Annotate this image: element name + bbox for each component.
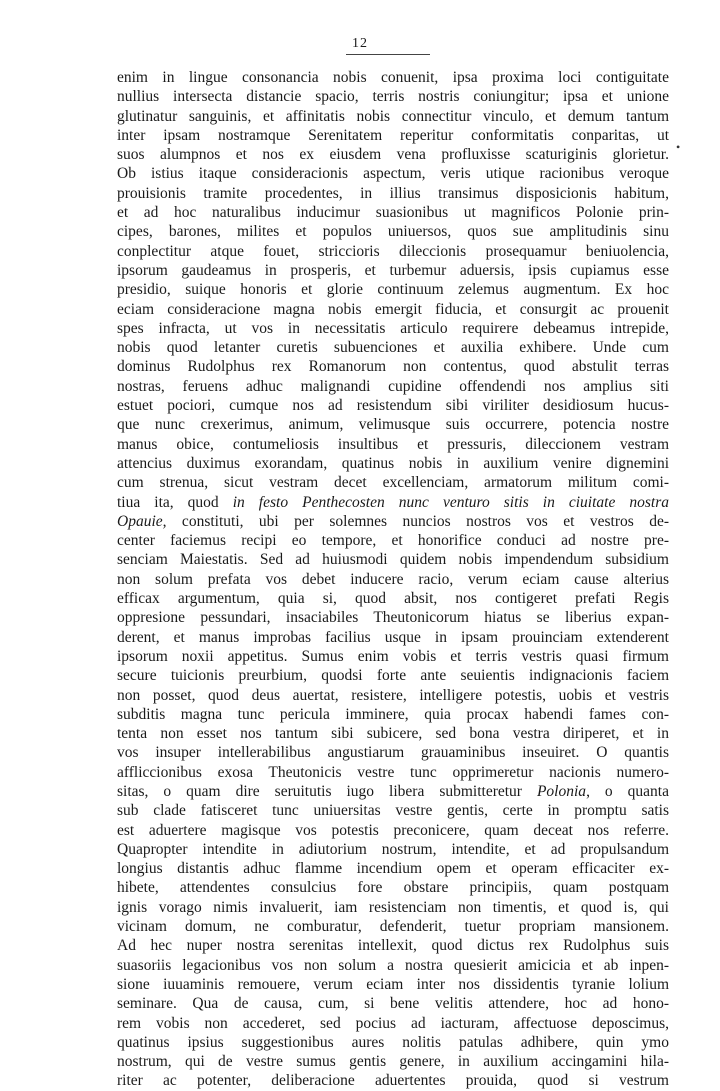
text-line <box>117 222 669 241</box>
text-segment: presidio, suique honoris et glorie continuum zelemus augmentum. Ex hoc <box>117 281 669 299</box>
text-line <box>117 1014 669 1033</box>
text-segment: dominus Rudolphus rex Romanorum non contentus, quod abstulit terras <box>117 358 669 376</box>
text-segment: attencius duximus exorandam, quatinus nobis in auxilium venire dignemini <box>117 454 669 472</box>
text-segment: riter ac potenter, deliberacione aduertentes prouida, quod si vestrum <box>117 1072 669 1090</box>
text-line <box>117 647 669 666</box>
text-segment: derent, et manus improbas facilius usque in ipsam prouinciam extenderent <box>117 628 669 646</box>
text-line <box>117 550 669 569</box>
text-line <box>117 454 669 473</box>
text-segment: longius distantis adhuc flamme incendium opem et operam efficaciter ex- <box>117 860 669 878</box>
text-segment: estuet pociori, cumque nos ad resistendum sibi viriliter desidiosum hucus- <box>117 397 669 415</box>
text-segment: Ob istius itaque consideracionis aspectum, veris utique racionibus veroque <box>117 165 669 183</box>
text-line <box>117 724 669 743</box>
margin-mark: • <box>676 140 681 154</box>
text-line <box>117 87 669 106</box>
italic-segment: Polonia <box>536 782 587 800</box>
text-segment: non solum prefata vos debet inducere racio, verum eciam cause alterius <box>117 570 669 588</box>
text-line <box>117 184 669 203</box>
text-line <box>117 396 669 415</box>
text-line <box>117 859 669 878</box>
text-segment: nostrum, qui de vestre sumus gentis genere, in auxilium accingamini hila- <box>117 1053 669 1071</box>
text-segment: sione iuuaminis remouere, verum eciam inter nos dissidentis tyranie lolium <box>117 975 669 993</box>
text-line <box>117 936 669 955</box>
text-line <box>117 666 669 685</box>
text-segment: rem vobis non accederet, sed pocius ad iacturam, affectuose deposcimus, <box>117 1014 669 1032</box>
text-segment: tenta non esset nos tantum sibi subicere, sed bona vestra diriperet, et in <box>117 725 669 743</box>
text-line <box>117 878 669 897</box>
text-line <box>117 280 669 299</box>
text-line <box>117 589 669 608</box>
text-segment: ignis vorago nimis invaluerit, iam resistenciam non timentis, et quod is, qui <box>117 898 669 916</box>
text-segment: suos alumpnos et nos ex eiusdem vena profluxisse scaturiginis glorietur. <box>117 146 669 164</box>
text-segment: vicinam domum, ne comburatur, defenderit, tuetur propriam mansionem. <box>117 918 669 936</box>
text-line <box>117 242 669 261</box>
text-segment: oppresione pessundari, insaciabiles Theutonicorum hiatus se liberius expan- <box>117 609 669 627</box>
text-segment: inter ipsam nostramque Serenitatem reperitur conformitatis conparitas, ut <box>117 126 669 144</box>
text-line <box>117 126 669 145</box>
text-segment: constituti, ubi per solemnes nuncios nostros vos et vestros de- <box>166 512 669 530</box>
text-line <box>117 319 669 338</box>
text-line <box>117 107 669 126</box>
italic-segment: Opauie, <box>117 512 167 530</box>
header-rule <box>346 54 430 55</box>
text-segment: ipsorum gaudeamus in prosperis, et turbemur aduersis, ipsis cupiamus esse <box>117 261 669 279</box>
text-line <box>117 512 669 531</box>
text-line <box>117 705 669 724</box>
italic-segment: in festo Penthecosten nunc venturo sitis in ciuitate nostra <box>232 493 669 511</box>
text-segment: hibete, attendentes consulcius fore obstare principiis, quam postquam <box>117 879 669 897</box>
text-line <box>117 261 669 280</box>
text-line <box>117 531 669 550</box>
text-line <box>117 917 669 936</box>
text-line <box>117 203 669 222</box>
text-segment: cum strenua, sicut vestram decet excellenciam, armatorum militum comi- <box>117 474 669 492</box>
text-segment: sub clade fatisceret tunc uniuersitas vestre gentis, certe in promptu satis <box>117 802 669 820</box>
text-segment: est aduertere magisque vos potestis preconicere, quam deceat nos referre. <box>117 821 669 839</box>
text-line <box>117 801 669 820</box>
text-segment: center faciemus recipi eo tempore, et honorifice conduci ad nostre pre- <box>117 532 669 550</box>
text-line <box>117 840 669 859</box>
text-line <box>117 956 669 975</box>
text-line <box>117 300 669 319</box>
text-line <box>117 145 669 164</box>
text-segment: efficax argumentum, quia si, quod absit, nos contigeret prefati Regis <box>117 590 669 608</box>
text-line <box>117 357 669 376</box>
text-segment: , o quanta <box>586 782 669 800</box>
text-line <box>117 628 669 647</box>
text-line <box>117 975 669 994</box>
text-line <box>117 686 669 705</box>
text-segment: secure tuicionis preurbium, quodsi forte ante seuientis indignacionis faciem <box>117 667 669 685</box>
text-line <box>117 821 669 840</box>
text-segment: ipsorum noxii appetitus. Sumus enim vobis et terris vestris quasi firmum <box>117 647 669 665</box>
text-line <box>117 164 669 183</box>
text-segment: prouisionis tramite procedentes, in illius transimus disposicionis habitum, <box>117 184 669 202</box>
text-line <box>117 493 669 512</box>
text-segment: enim in lingue consonancia nobis conuenit, ipsa proxima loci contiguitate <box>117 69 669 86</box>
text-line <box>117 1071 669 1090</box>
text-line <box>117 743 669 762</box>
text-segment: Ad hec nuper nostra serenitas intellexit, quod dictus rex Rudolphus suis <box>117 937 669 955</box>
text-segment: subditis magna tunc pericula imminere, quia procax habendi fames con- <box>117 705 669 723</box>
text-segment: cipes, barones, milites et populos uniuersos, quos sue amplitudinis sinu <box>117 223 669 241</box>
text-segment: vos insuper intellerabilibus angustiarum grauaminibus inseuiret. O quantis <box>117 744 669 762</box>
text-segment: sitas, o quam dire seruitutis iugo libera submitteretur <box>117 782 537 800</box>
text-line <box>117 415 669 434</box>
text-segment: senciam Maiestatis. Sed ad huiusmodi quidem nobis impendendum subsidium <box>117 551 669 569</box>
text-segment: et ad hoc naturalibus inducimur suasionibus ut magnificos Polonie prin- <box>117 204 669 222</box>
text-line <box>117 338 669 357</box>
text-line <box>117 68 669 87</box>
text-line <box>117 1052 669 1071</box>
text-segment: nullius intersecta distancie spacio, terris nostris coniungitur; ipsa et unione <box>117 88 669 106</box>
text-segment: quatinus ipsius suggestionibus aures nolitis patulas adhibere, quin ymo <box>117 1033 669 1051</box>
text-segment: conplectitur atque fouet, striccioris dileccionis prosequamur beniuolencia, <box>117 242 669 260</box>
body-text <box>117 68 669 1091</box>
text-segment: affliccionibus exosa Theutonicis vestre tunc opprimeretur nacionis numero- <box>117 763 669 781</box>
text-line <box>117 898 669 917</box>
text-segment: non posset, quod deus auertat, resistere, intelligere potestis, uobis et vestris <box>117 686 669 704</box>
text-line <box>117 1033 669 1052</box>
text-line <box>117 377 669 396</box>
text-segment: eciam consideracione magna nobis emergit fiducia, et consurgit ac prouenit <box>117 300 669 318</box>
text-segment: manus obice, contumeliosis insultibus et pressuris, dileccionem vestram <box>117 435 669 453</box>
text-segment: Quapropter intendite in adiutorium nostrum, intendite, et ad propulsandum <box>117 840 669 858</box>
text-line <box>117 763 669 782</box>
text-segment: suasoriis legacionibus vos non solum a nostra quesierit amicicia et ab inpen- <box>117 956 669 974</box>
text-segment: nostras, feruens adhuc malignandi cupidine offendendi nos amplius siti <box>117 377 669 395</box>
text-segment: nobis quod letanter curetis subuenciones et auxilia exhibere. Unde cum <box>117 339 669 357</box>
text-line <box>117 782 669 801</box>
text-line <box>117 435 669 454</box>
text-line <box>117 994 669 1013</box>
text-segment: glutinatur sanguinis, et affinitatis nobis connectitur vinculo, et demum tantum <box>117 107 669 125</box>
text-segment: que nunc crexerimus, animum, velimusque suis occurrere, potencia nostre <box>117 416 669 434</box>
text-segment: tiua ita, quod <box>117 493 233 511</box>
text-line <box>117 473 669 492</box>
text-line <box>117 608 669 627</box>
text-segment: seminare. Qua de causa, cum, si bene velitis attendere, hoc ad hono- <box>117 995 669 1013</box>
text-segment: spes infracta, ut vos in necessitatis articulo requirere debeamus intrepide, <box>117 319 669 337</box>
page-number: 12 <box>352 36 368 51</box>
text-line <box>117 570 669 589</box>
